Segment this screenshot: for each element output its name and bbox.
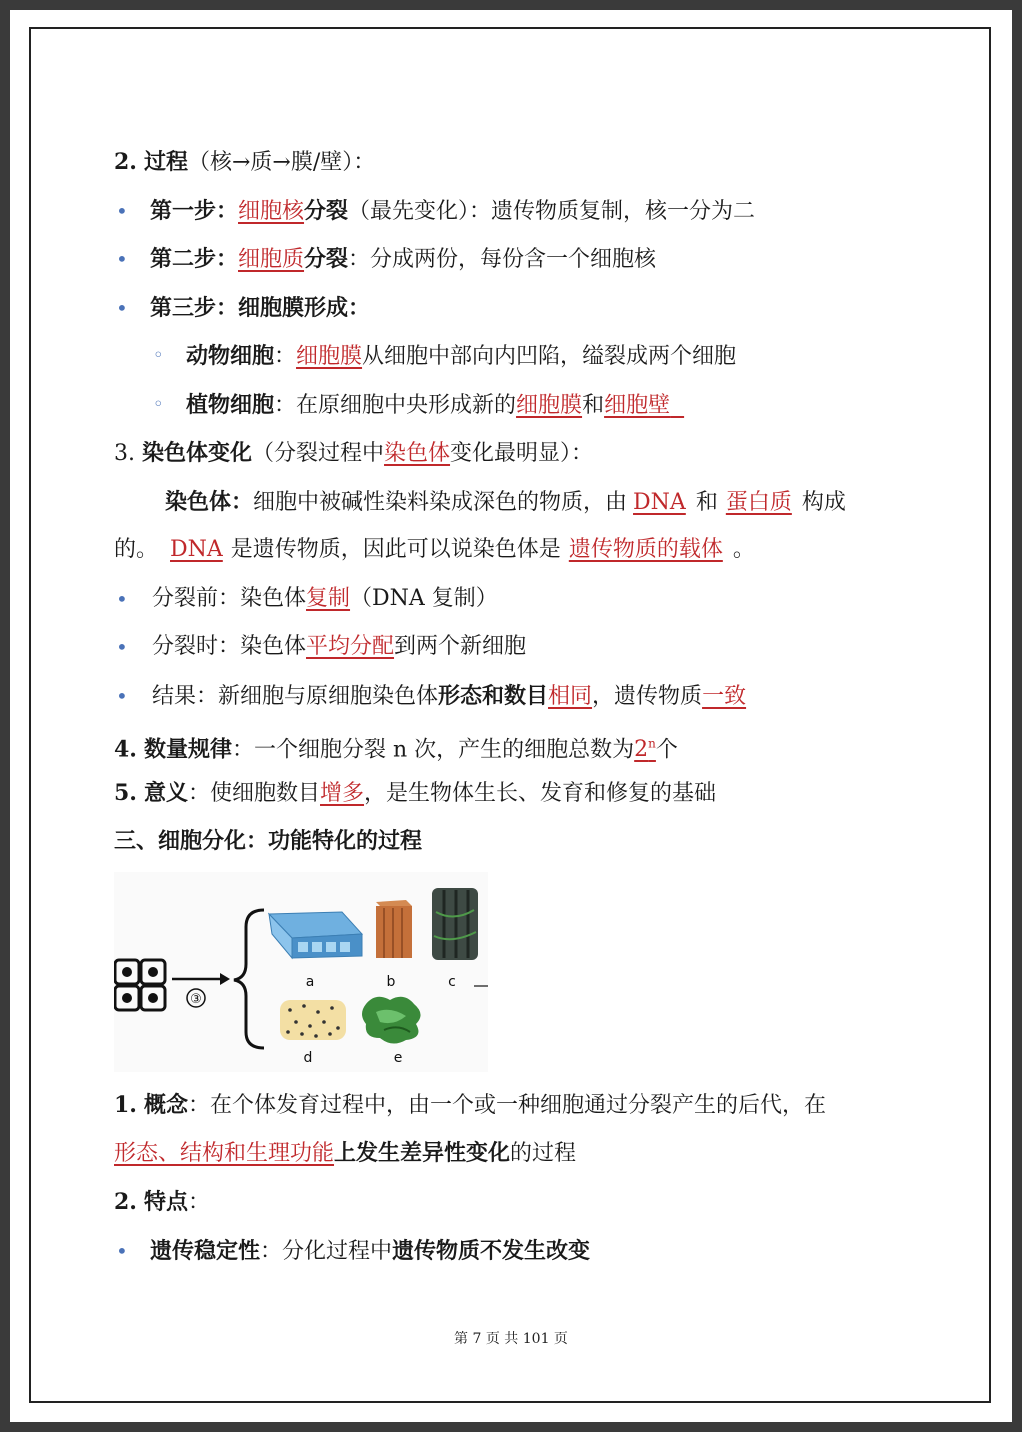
figure-label-c: c [448, 974, 456, 990]
animal-cell-item: 动物细胞：细胞膜从细胞中部向内凹陷，缢裂成两个细胞 [186, 343, 737, 369]
answer-blank: 2 [634, 737, 649, 763]
bullet-icon: • [116, 1239, 128, 1263]
circle-bullet-icon: ◦ [153, 345, 164, 366]
section-quantity-rule: 4. 数量规律：一个细胞分裂 n 次，产生的细胞总数为2$^n$个 [114, 736, 678, 763]
page-footer: 第 7 页 共 101 页 [454, 1331, 568, 1347]
section-chromosome-heading: 3. 染色体变化（分裂过程中染色体变化最明显）： [114, 440, 594, 466]
concept-line1: 1. 概念：在个体发育过程中，由一个或一种细胞通过分裂产生的后代，在 [114, 1092, 827, 1118]
section-title: 过程 [143, 149, 188, 175]
genetic-stability-item: 遗传稳定性：分化过程中遗传物质不发生改变 [150, 1238, 591, 1264]
answer-blank: 细胞质 [238, 247, 305, 272]
before-division-item: 分裂前：染色体复制（DNA 复制） [152, 586, 498, 611]
answer-blank: 增多 [320, 781, 365, 806]
bullet-icon: • [116, 199, 128, 223]
answer-blank: DNA [170, 537, 223, 562]
answer-blank: 形态、结构和生理功能 [114, 1141, 335, 1166]
figure-label-b: b [386, 974, 396, 990]
result-item: 结果：新细胞与原细胞染色体形态和数目相同，遗传物质一致 [152, 683, 747, 709]
answer-blank: 平均分配 [306, 634, 395, 659]
section-significance: 5. 意义：使细胞数目增多，是生物体生长、发育和修复的基础 [114, 780, 717, 806]
answer-blank: 细胞核 [238, 199, 305, 224]
document-page [10, 10, 1012, 1422]
circle-bullet-icon: ◦ [153, 394, 164, 415]
answer-blank: 细胞壁 [604, 393, 671, 418]
answer-blank: 复制 [306, 586, 351, 611]
cell-differentiation-figure [114, 872, 488, 1072]
bullet-icon: • [116, 635, 128, 659]
answer-blank: 蛋白质 [725, 490, 792, 515]
bullet-icon: • [116, 296, 128, 320]
bullet-icon: • [116, 587, 128, 611]
section-differentiation-heading: 三、细胞分化：功能特化的过程 [114, 828, 423, 854]
section-subtitle: （核→质→膜/壁）： [187, 150, 376, 175]
answer-blank: 遗传物质的载体 [568, 537, 723, 562]
answer-blank: 染色体 [384, 441, 451, 466]
characteristics-heading: 2. 特点： [114, 1189, 210, 1215]
concept-line2: 形态、结构和生理功能上发生差异性变化的过程 [114, 1140, 577, 1166]
figure-label-e: e [393, 1050, 403, 1066]
answer-blank: 相同 [548, 684, 593, 709]
answer-blank: 一致 [702, 684, 747, 709]
plant-cell-item: 植物细胞：在原细胞中央形成新的细胞膜和细胞壁 [186, 392, 671, 418]
step-two: 第二步：细胞质分裂：分成两份，每份含一个细胞核 [150, 246, 657, 272]
during-division-item: 分裂时：染色体平均分配到两个新细胞 [152, 634, 527, 659]
answer-blank: 细胞膜 [296, 344, 363, 369]
bullet-icon: • [116, 247, 128, 271]
section-number: 2. [114, 149, 137, 175]
nerve-bundle-icon [432, 888, 478, 960]
svg-text:③: ③ [190, 992, 202, 1007]
muscle-tissue-icon [376, 900, 412, 958]
figure-label-a: a [305, 974, 315, 990]
answer-blank: DNA [633, 490, 686, 515]
section-process-heading [114, 147, 375, 178]
step-three: 第三步：细胞膜形成： [150, 295, 371, 321]
step-one: 第一步：细胞核分裂（最先变化）：遗传物质复制，核一分为二 [150, 198, 756, 224]
connective-tissue-icon [280, 1000, 346, 1040]
chromosome-definition-line2: 的。 DNA 是遗传物质，因此可以说染色体是 遗传物质的载体 。 [114, 537, 755, 562]
bullet-icon: • [116, 684, 128, 708]
chromosome-definition-line1: 染色体：细胞中被碱性染料染成深色的物质，由 DNA 和 蛋白质 构成 [165, 489, 846, 515]
answer-blank: 细胞膜 [516, 393, 583, 418]
figure-label-d: d [303, 1050, 313, 1066]
